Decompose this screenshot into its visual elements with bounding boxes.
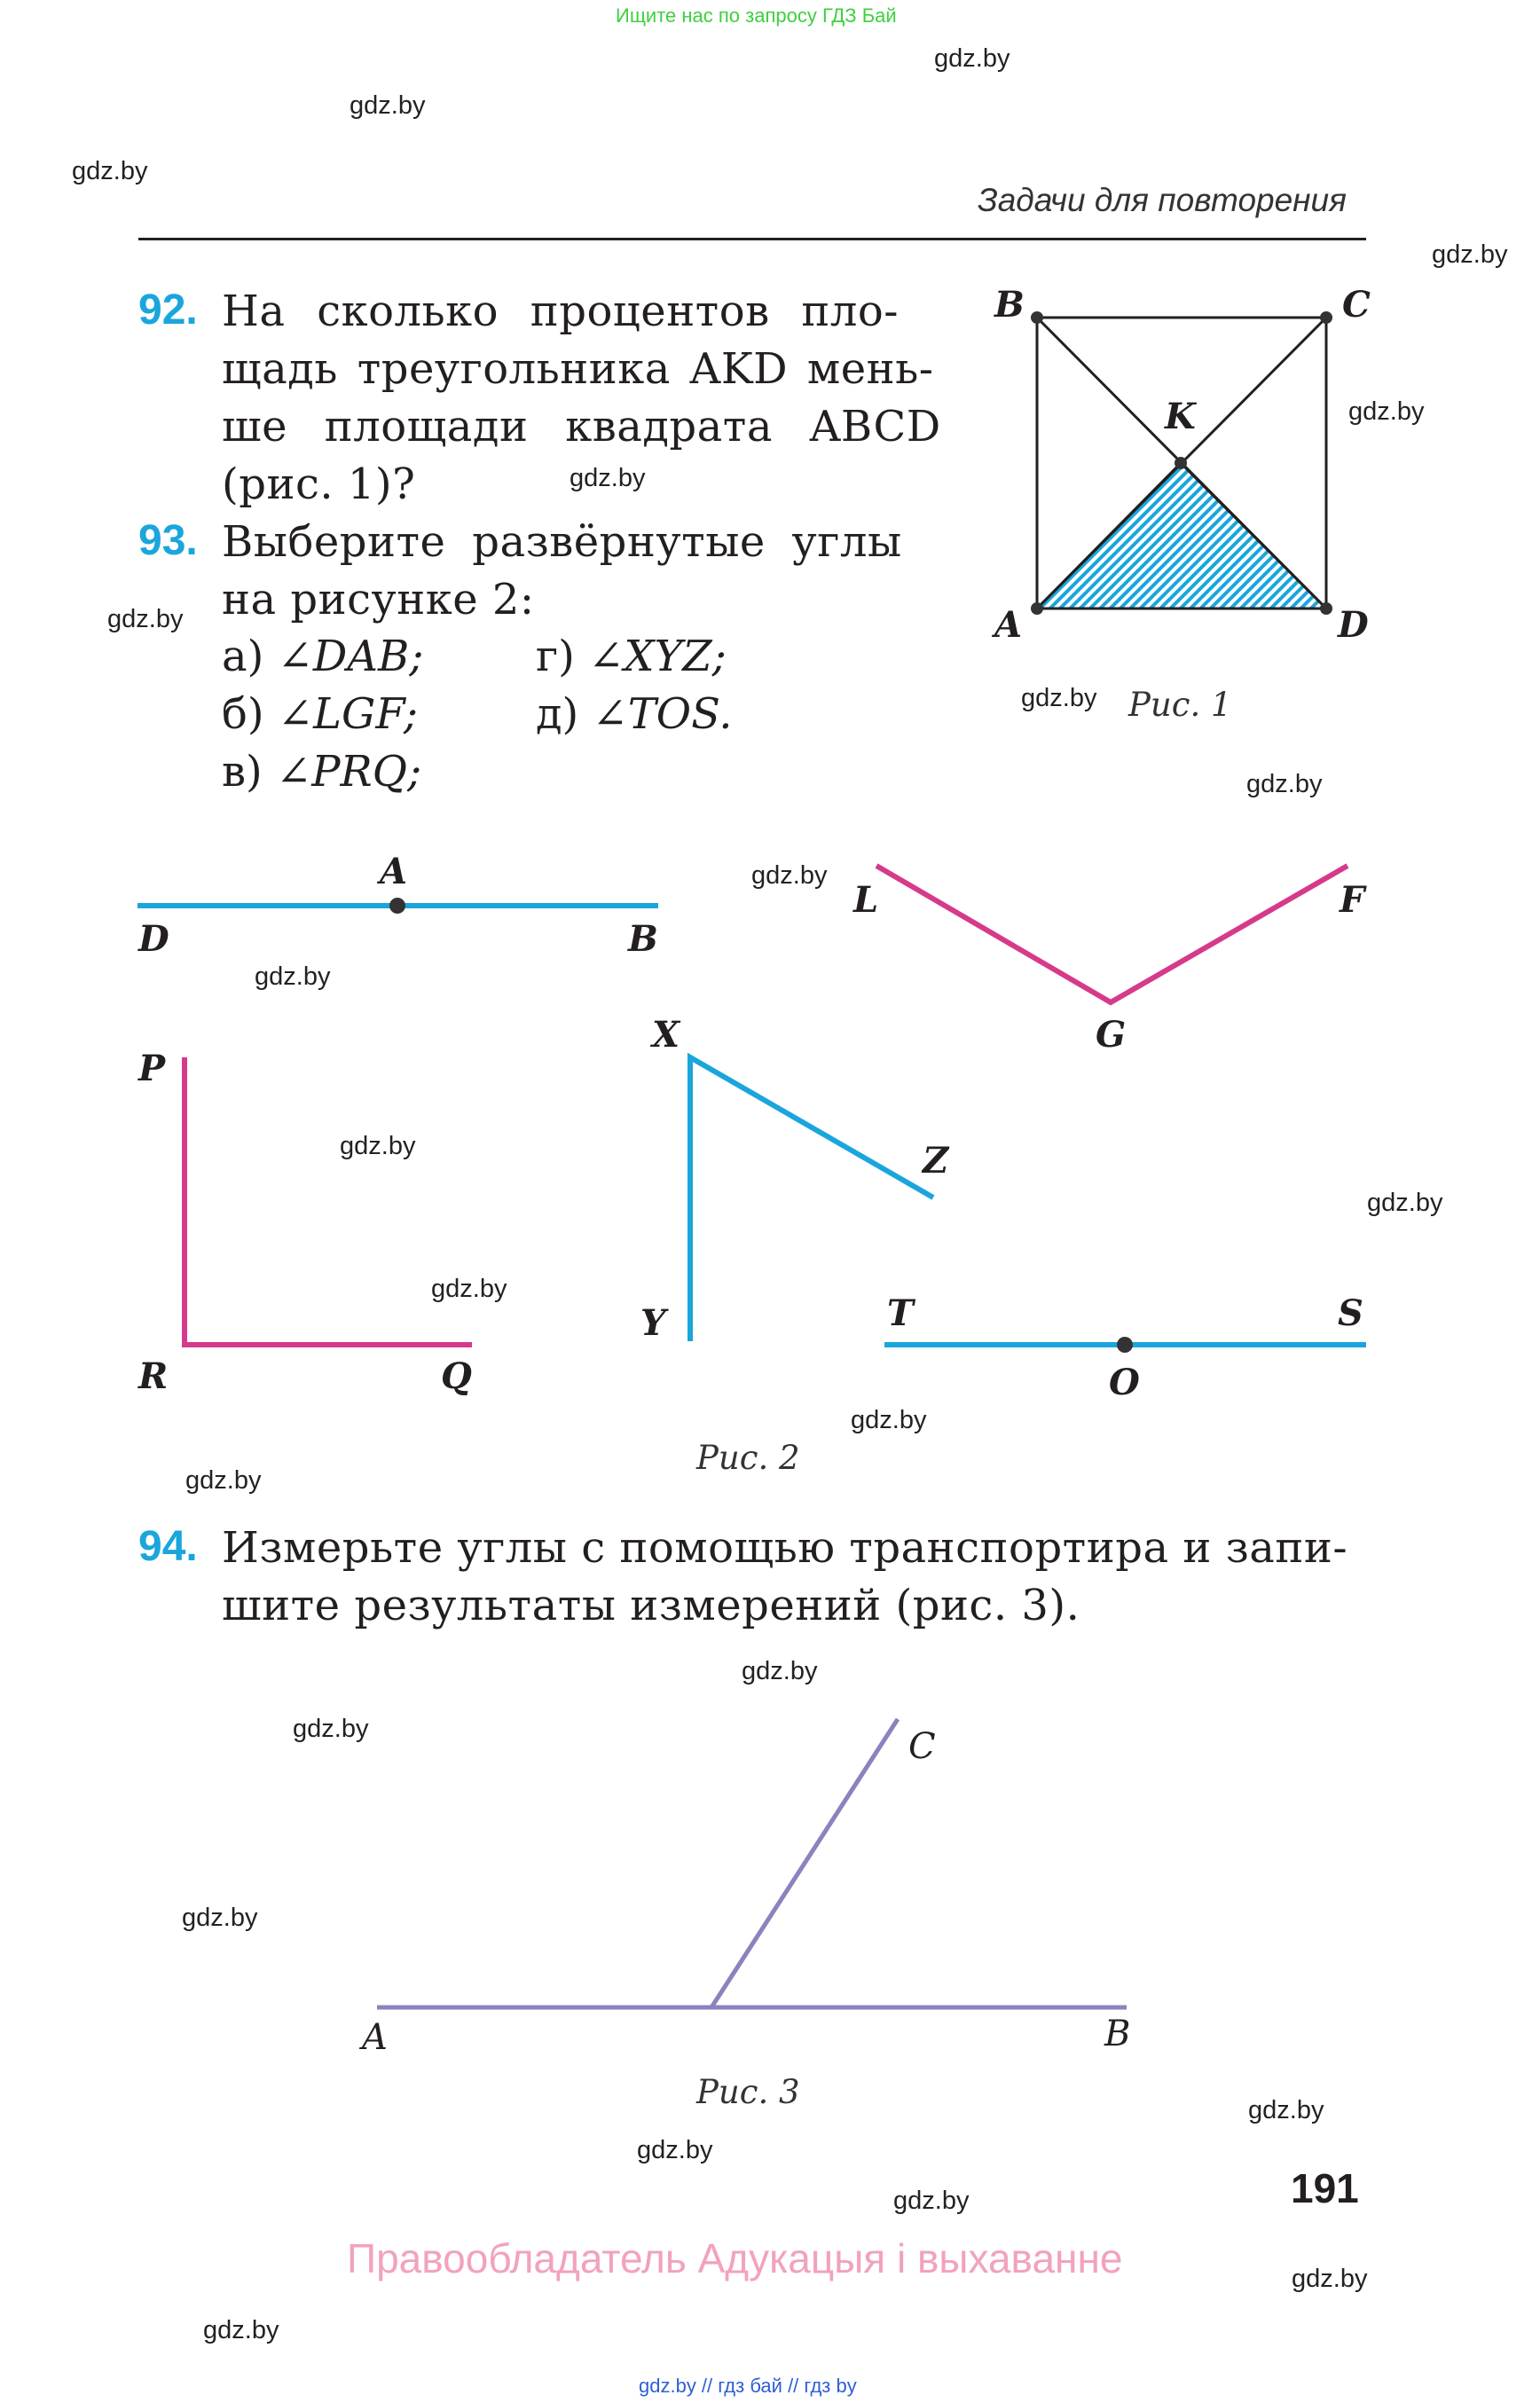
watermark: gdz.by: [1248, 2096, 1324, 2124]
watermark: gdz.by: [182, 1904, 258, 1932]
problem-text-line: Измерьте углы с помощью транспортира и запи-: [222, 1523, 1348, 1573]
problem-number: 92.: [138, 287, 198, 334]
watermark: gdz.by: [72, 157, 148, 185]
problem-text-line: Выберите развёрнутые углы: [222, 517, 902, 567]
label-d: D: [1338, 604, 1369, 646]
option: [536, 632, 727, 681]
option: [536, 689, 733, 739]
figure-1-square: [976, 275, 1393, 736]
point-k: [1175, 457, 1187, 469]
top-banner[interactable]: Ищите нас по запросу ГДЗ Бай: [616, 4, 897, 27]
label-f: F: [1340, 879, 1365, 921]
ray-c: [711, 1719, 898, 2007]
option-key: а): [222, 632, 264, 681]
problem-text-line: на рисунке 2:: [222, 575, 535, 624]
watermark: gdz.by: [203, 2316, 279, 2344]
bottom-links[interactable]: gdz.by // гдз бай // гдз by: [639, 2375, 857, 2397]
watermark: gdz.by: [893, 2187, 970, 2215]
label-a: A: [362, 2017, 388, 2058]
watermark: gdz.by: [185, 1466, 262, 1495]
option-key: в): [222, 747, 263, 797]
label-a: A: [994, 604, 1023, 646]
figure-caption: Рис. 3: [696, 2073, 800, 2111]
option-angle: ∠PRQ;: [276, 747, 422, 797]
label-x: X: [652, 1014, 680, 1056]
angle-prq: [185, 1057, 472, 1345]
watermark: gdz.by: [570, 464, 646, 492]
label-d: D: [138, 918, 169, 960]
section-title: Задачи для повторения: [978, 182, 1347, 218]
watermark: gdz.by: [107, 605, 184, 633]
page-number: 191: [1291, 2165, 1359, 2211]
watermark: gdz.by: [255, 962, 331, 991]
label-c: C: [908, 1726, 936, 1767]
point-a: [1031, 602, 1043, 615]
point-c: [1320, 311, 1332, 324]
watermark: gdz.by: [350, 91, 426, 120]
problem-text-line: (рис. 1)?: [222, 459, 416, 509]
point-a: [389, 898, 405, 914]
watermark: gdz.by: [742, 1657, 818, 1685]
label-t: T: [887, 1292, 914, 1334]
option-key: д): [536, 689, 579, 739]
watermark: gdz.by: [1432, 240, 1508, 269]
problem-text-line: щадь треугольника AKD мень-: [222, 344, 934, 394]
option: [222, 632, 423, 681]
watermark: gdz.by: [340, 1132, 416, 1160]
problem-text-line: ше площади квадрата ABCD: [222, 402, 941, 452]
option-key: б): [222, 689, 264, 739]
label-s: S: [1338, 1292, 1363, 1334]
problem-text-line: шите результаты измерений (рис. 3).: [222, 1581, 1080, 1630]
watermark: gdz.by: [851, 1406, 927, 1434]
header-rule: [138, 238, 1366, 240]
watermark: gdz.by: [1246, 770, 1323, 798]
figure-caption: Рис. 2: [696, 1439, 800, 1477]
problem-number: 94.: [138, 1523, 198, 1570]
point-o: [1117, 1337, 1133, 1353]
figure-2-angles: [124, 843, 1384, 1410]
problem-number: 93.: [138, 517, 198, 564]
option: [222, 689, 418, 739]
watermark: gdz.by: [431, 1275, 507, 1303]
label-c: C: [1342, 284, 1371, 326]
option-angle: ∠LGF;: [277, 689, 419, 739]
label-l: L: [853, 879, 879, 921]
label-y: Y: [640, 1302, 666, 1344]
point-b: [1031, 311, 1043, 324]
watermark: gdz.by: [1348, 397, 1425, 426]
figure-3-angle: [355, 1703, 1171, 2076]
label-z: Z: [923, 1140, 949, 1182]
watermark: gdz.by: [293, 1715, 369, 1743]
label-q: Q: [441, 1355, 472, 1397]
triangle-akd: [1037, 463, 1326, 609]
label-r: R: [138, 1355, 169, 1397]
copyright-owner: Правообладатель Адукацыя і выхаванне: [347, 2235, 1123, 2281]
label-b: B: [994, 284, 1025, 326]
point-d: [1320, 602, 1332, 615]
problem-text-line: На сколько процентов пло-: [222, 287, 900, 336]
option-angle: ∠DAB;: [277, 632, 424, 681]
option-angle: ∠TOS.: [592, 689, 733, 739]
figure-caption: Рис. 1: [1128, 686, 1232, 724]
label-o: O: [1109, 1362, 1140, 1403]
label-b: B: [1104, 2014, 1131, 2054]
option-angle: ∠XYZ;: [588, 632, 727, 681]
option: [222, 747, 421, 797]
label-a: A: [380, 851, 408, 892]
watermark: gdz.by: [934, 44, 1010, 73]
label-p: P: [138, 1048, 166, 1089]
label-g: G: [1096, 1014, 1127, 1056]
angle-lgf: [876, 866, 1348, 1002]
label-k: K: [1165, 396, 1196, 437]
watermark: gdz.by: [637, 2136, 713, 2164]
watermark: gdz.by: [1367, 1189, 1443, 1217]
label-b: B: [628, 918, 658, 960]
watermark: gdz.by: [1292, 2265, 1368, 2293]
watermark: gdz.by: [1021, 684, 1097, 712]
watermark: gdz.by: [751, 861, 828, 890]
option-key: г): [536, 632, 575, 681]
